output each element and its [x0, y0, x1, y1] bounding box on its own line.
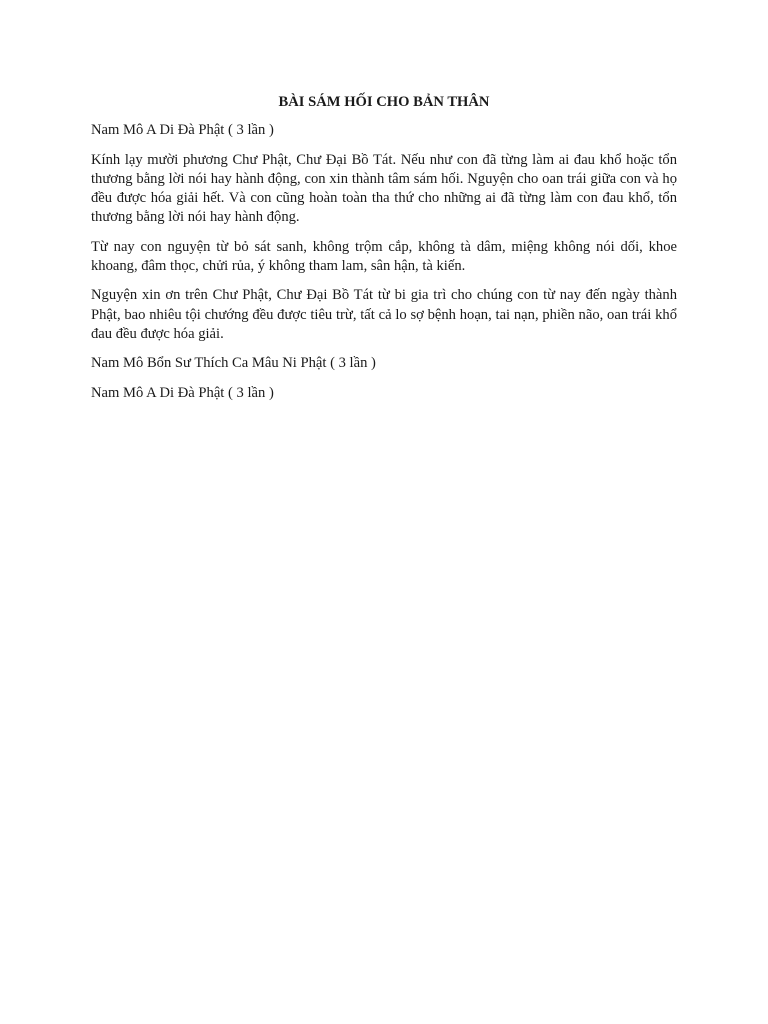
document-title: BÀI SÁM HỐI CHO BẢN THÂN	[278, 94, 490, 110]
invocation-amitabha-closing: Nam Mô A Di Đà Phật ( 3 lần )	[91, 384, 274, 401]
repentance-paragraph: Kính lạy mười phương Chư Phật, Chư Đại Bồ Tát. Nếu như con đã từng làm ai đau khổ hoặc tổn thương bằng lời nói hay hành động, con xin thành tâm sám hối. Nguyện cho oan trái giữa con và họ đều được hóa giải hết. Và con cũng hoàn toàn tha thứ cho những ai đã từng làm con đau khổ, tổn thương bằng lời nói hay hành động.	[91, 151, 677, 226]
invocation-shakyamuni: Nam Mô Bổn Sư Thích Ca Mâu Ni Phật ( 3 lần )	[91, 355, 376, 372]
invocation-amitabha-opening: Nam Mô A Di Đà Phật ( 3 lần )	[91, 122, 274, 139]
vow-paragraph: Từ nay con nguyện từ bỏ sát sanh, không trộm cắp, không tà dâm, miệng không nói dối, khoe khoang, đâm thọc, chửi rủa, ý không tham lam, sân hận, tà kiến.	[91, 238, 677, 275]
prayer-paragraph: Nguyện xin ơn trên Chư Phật, Chư Đại Bồ Tát từ bi gia trì cho chúng con từ nay đến ngày thành Phật, bao nhiêu tội chướng đều được tiêu trừ, tất cả lo sợ bệnh hoạn, tai nạn, phiền não, oan trái khổ đau đều được hóa giải.	[91, 287, 677, 342]
